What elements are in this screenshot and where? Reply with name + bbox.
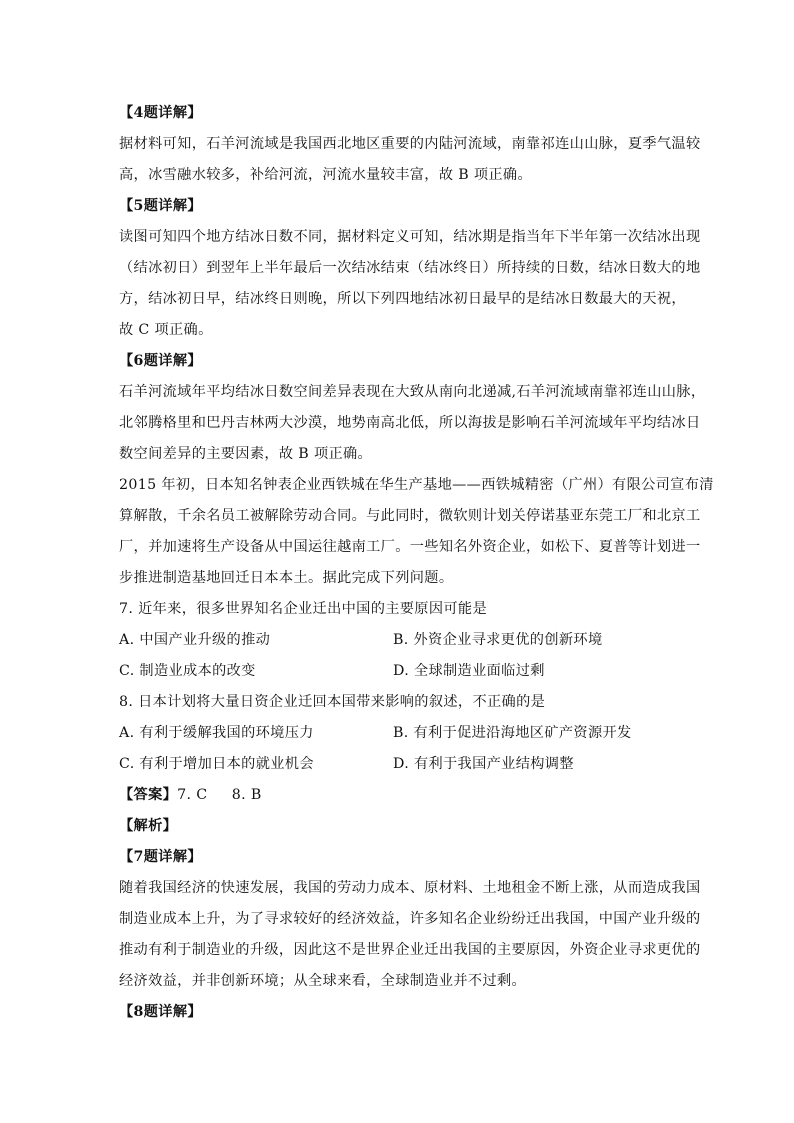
q5-text-line-3: 方，结冰初日早，结冰终日则晚，所以下列四地结冰初日最早的是结冰日数最大的天祝，	[119, 291, 686, 307]
q7-detail-line-2: 制造业成本上升，为了寻求较好的经济效益，许多知名企业纷纷迁出我国，中国产业升级的	[119, 911, 701, 927]
q4-text-line-1: 据材料可知，石羊河流域是我国西北地区重要的内陆河流域，南靠祁连山山脉，夏季气温较	[119, 136, 701, 152]
q5-text-line-4: 故 C 项正确。	[119, 322, 213, 338]
q4-text-line-2: 高，冰雪融水较多，补给河流，河流水量较丰富，故 B 项正确。	[119, 167, 533, 183]
q7-options-row-1	[119, 630, 270, 650]
passage-line-1: 2015 年初，日本知名钟表企业西铁城在华生产基地——西铁城精密（广州）有限公司宣布清	[119, 477, 714, 493]
q6-text-line-3: 数空间差异的主要因素，故 B 项正确。	[119, 446, 373, 462]
q6-text-line-1: 石羊河流域年平均结冰日数空间差异表现在大致从南向北递减,石羊河流域南靠祁连山山脉，	[119, 384, 706, 400]
q7-detail-heading: 【7题详解】	[119, 849, 202, 865]
q8-options-row-1	[119, 723, 314, 743]
q7-option-c: C. 制造业成本的改变	[119, 663, 256, 679]
q7-option-b: B. 外资企业寻求更优的创新环境	[393, 632, 603, 648]
q8-option-d: D. 有利于我国产业结构调整	[393, 756, 574, 772]
q5-text-line-2: （结冰初日）到翌年上半年最后一次结冰结束（结冰终日）所持续的日数，结冰日数大的地	[119, 260, 701, 276]
q5-text-line-1: 读图可知四个地方结冰日数不同，据材料定义可知，结冰期是指当年下半年第一次结冰出现	[119, 229, 701, 245]
q7-detail-line-1: 随着我国经济的快速发展，我国的劳动力成本、原材料、土地租金不断上涨，从而造成我国	[119, 880, 701, 896]
q6-heading: 【6题详解】	[119, 353, 202, 369]
answer-label: 【答案】	[119, 787, 178, 803]
q8-options-row-2	[119, 754, 314, 774]
q8-option-a: A. 有利于缓解我国的环境压力	[119, 725, 314, 741]
q8-detail-heading: 【8题详解】	[119, 1004, 202, 1020]
q7-detail-line-3: 推动有利于制造业的升级，因此这不是世界企业迁出我国的主要原因，外资企业寻求更优的	[119, 942, 701, 958]
q7-detail-line-4: 经济效益，并非创新环境；从全球来看，全球制造业并不过剩。	[119, 973, 527, 989]
q8-option-b: B. 有利于促进沿海地区矿产资源开发	[393, 725, 632, 741]
q8-option-c: C. 有利于增加日本的就业机会	[119, 756, 314, 772]
q7-stem: 7. 近年来，很多世界知名企业迁出中国的主要原因可能是	[119, 601, 487, 617]
q8-stem: 8. 日本计划将大量日资企业迁回本国带来影响的叙述，不正确的是	[119, 694, 546, 710]
q4-heading: 【4题详解】	[119, 105, 202, 121]
analysis-heading: 【解析】	[119, 818, 178, 834]
passage-line-3: 厂，并加速将生产设备从中国运往越南工厂。一些知名外资企业，如松下、夏普等计划进一	[119, 539, 701, 555]
answer-text: 7. C 8. B	[177, 787, 262, 803]
q7-options-row-2	[119, 661, 256, 681]
answer-line	[119, 785, 262, 805]
q6-text-line-2: 北邻腾格里和巴丹吉林两大沙漠，地势南高北低，所以海拔是影响石羊河流域年平均结冰日	[119, 415, 701, 431]
passage-line-4: 步推进制造基地回迁日本本土。据此完成下列问题。	[119, 570, 454, 586]
q7-option-d: D. 全球制造业面临过剩	[393, 663, 545, 679]
q7-option-a: A. 中国产业升级的推动	[119, 632, 271, 648]
q5-heading: 【5题详解】	[119, 198, 202, 214]
passage-line-2: 算解散，千余名员工被解除劳动合同。与此同时，微软则计划关停诺基亚东莞工厂和北京工	[119, 508, 701, 524]
